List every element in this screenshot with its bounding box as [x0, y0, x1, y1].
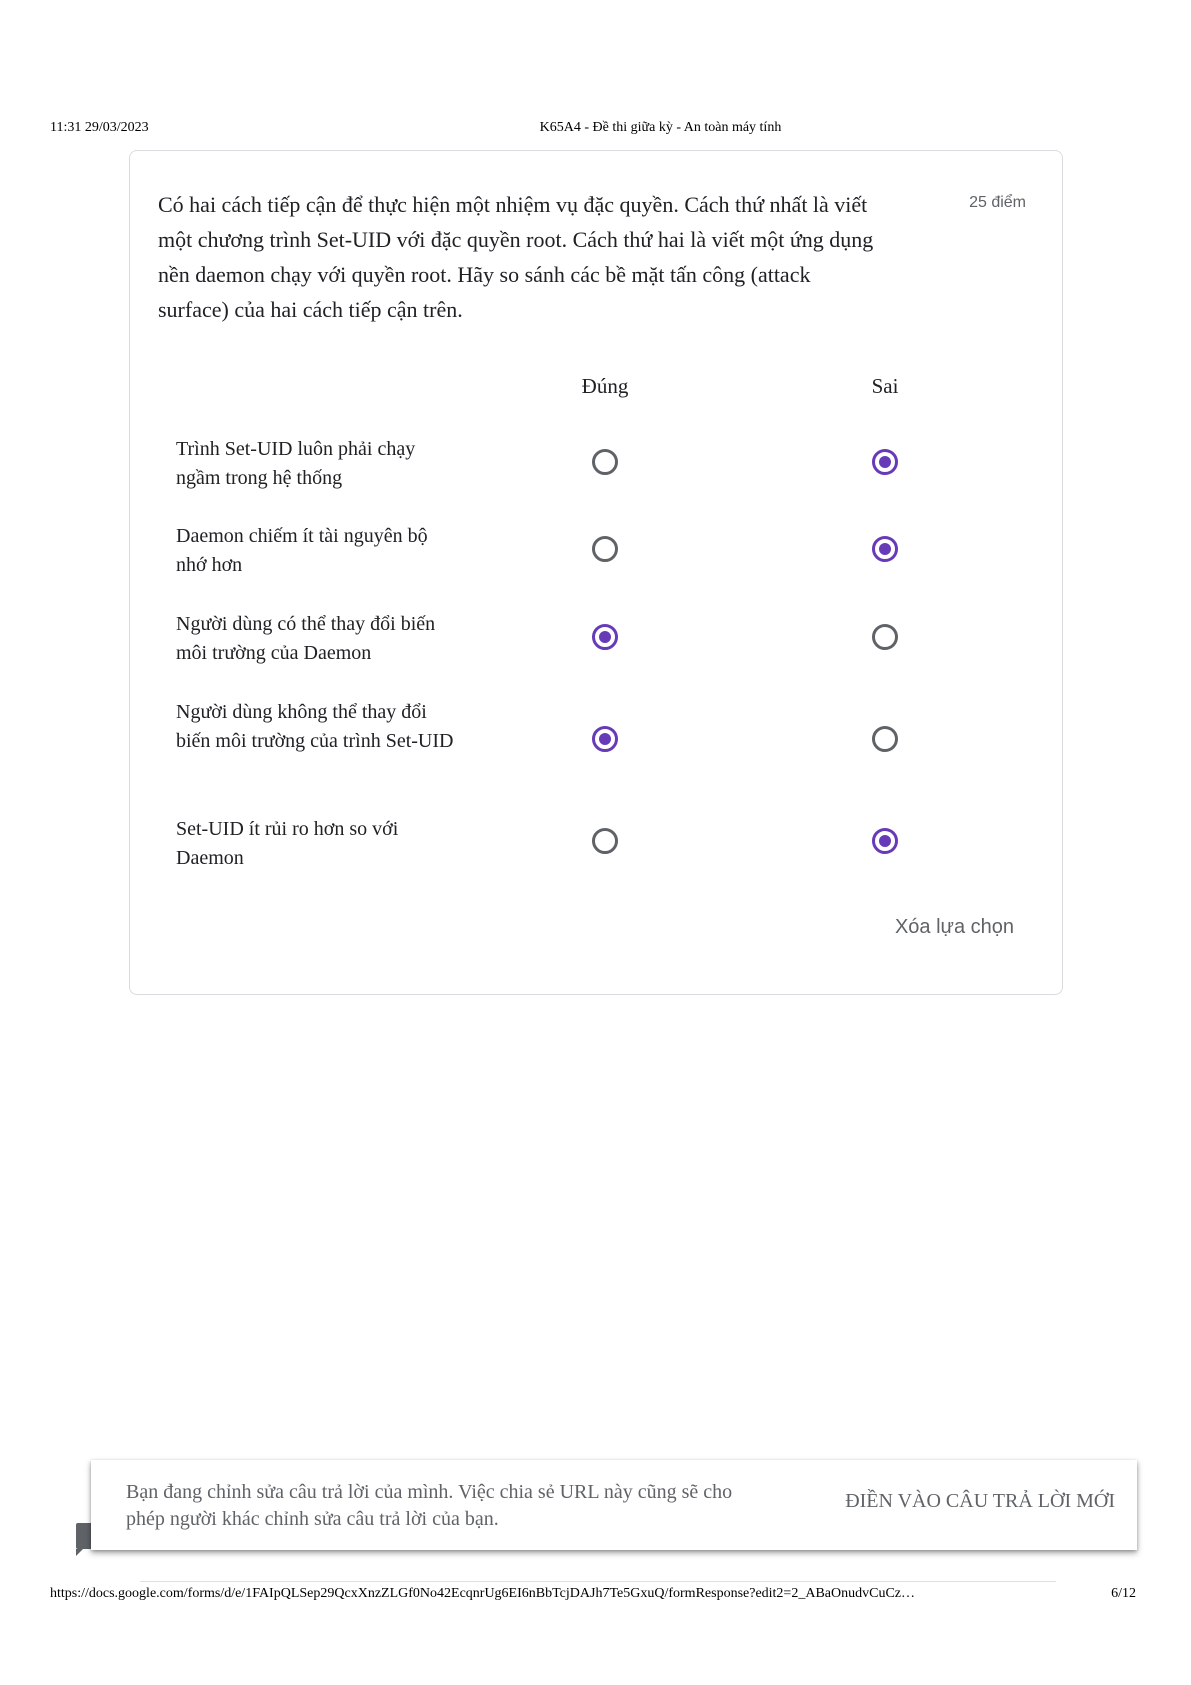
- radio-row4-sai[interactable]: [872, 726, 898, 752]
- question-card: [129, 150, 1063, 995]
- points-label: 25 điểm: [969, 194, 1026, 211]
- print-title-text: K65A4 - Đề thi giữa kỳ - An toàn máy tính: [539, 120, 782, 135]
- radio-row2-dung[interactable]: [592, 536, 618, 562]
- row-label: Set-UID ít rủi ro hơn so với Daemon: [176, 818, 399, 869]
- fill-new-response-button[interactable]: ĐIỀN VÀO CÂU TRẢ LỜI MỚI: [845, 1490, 1115, 1512]
- radio-row5-dung[interactable]: [592, 828, 618, 854]
- print-title: [0, 120, 1176, 136]
- page-number: 6/12: [1111, 1586, 1136, 1601]
- row-label: Trình Set-UID luôn phải chạy ngầm trong hệ thống: [176, 438, 416, 489]
- notice-text: Bạn đang chỉnh sửa câu trả lời của mình. Việc chia sẻ URL này cũng sẽ cho phép người khác chỉnh sửa câu trả lời của bạn.: [126, 1481, 733, 1530]
- row-label: Người dùng không thể thay đổi biến môi trường của trình Set-UID: [176, 701, 454, 752]
- print-url: https://docs.google.com/forms/d/e/1FAIpQLSep29QcxXnzZLGf0No42EcqnrUg6EI6nBbTcjDAJh7Te5GxuQ/formResponse?edit2=2_ABaOnudvCuCz…: [50, 1586, 915, 1601]
- column-header-dung: Đúng: [581, 374, 629, 398]
- radio-row4-dung[interactable]: [592, 726, 618, 752]
- print-datetime: 11:31 29/03/2023: [50, 120, 149, 135]
- column-header-sai: Sai: [871, 374, 899, 398]
- row-label: Daemon chiếm ít tài nguyên bộ nhớ hơn: [176, 525, 428, 576]
- radio-row5-sai[interactable]: [872, 828, 898, 854]
- radio-row1-sai[interactable]: [872, 449, 898, 475]
- radio-row3-dung[interactable]: [592, 624, 618, 650]
- row-label: Người dùng có thể thay đổi biến môi trường của Daemon: [176, 613, 436, 664]
- clear-selection-button[interactable]: Xóa lựa chọn: [894, 916, 1014, 938]
- radio-row3-sai[interactable]: [872, 624, 898, 650]
- radio-row2-sai[interactable]: [872, 536, 898, 562]
- edit-response-notice: [91, 1460, 1137, 1550]
- footer-divider: [140, 1581, 1056, 1582]
- question-text: Có hai cách tiếp cận để thực hiện một nhiệm vụ đặc quyền. Cách thứ nhất là viết một chương trình Set-UID với đặc quyền root. Cách thứ hai là viết một ứng dụng nền daemon chạy với quyền root. Hãy so sánh các bề mặt tấn công (attack surface) của hai cách tiếp cận trên.: [158, 192, 874, 322]
- radio-row1-dung[interactable]: [592, 449, 618, 475]
